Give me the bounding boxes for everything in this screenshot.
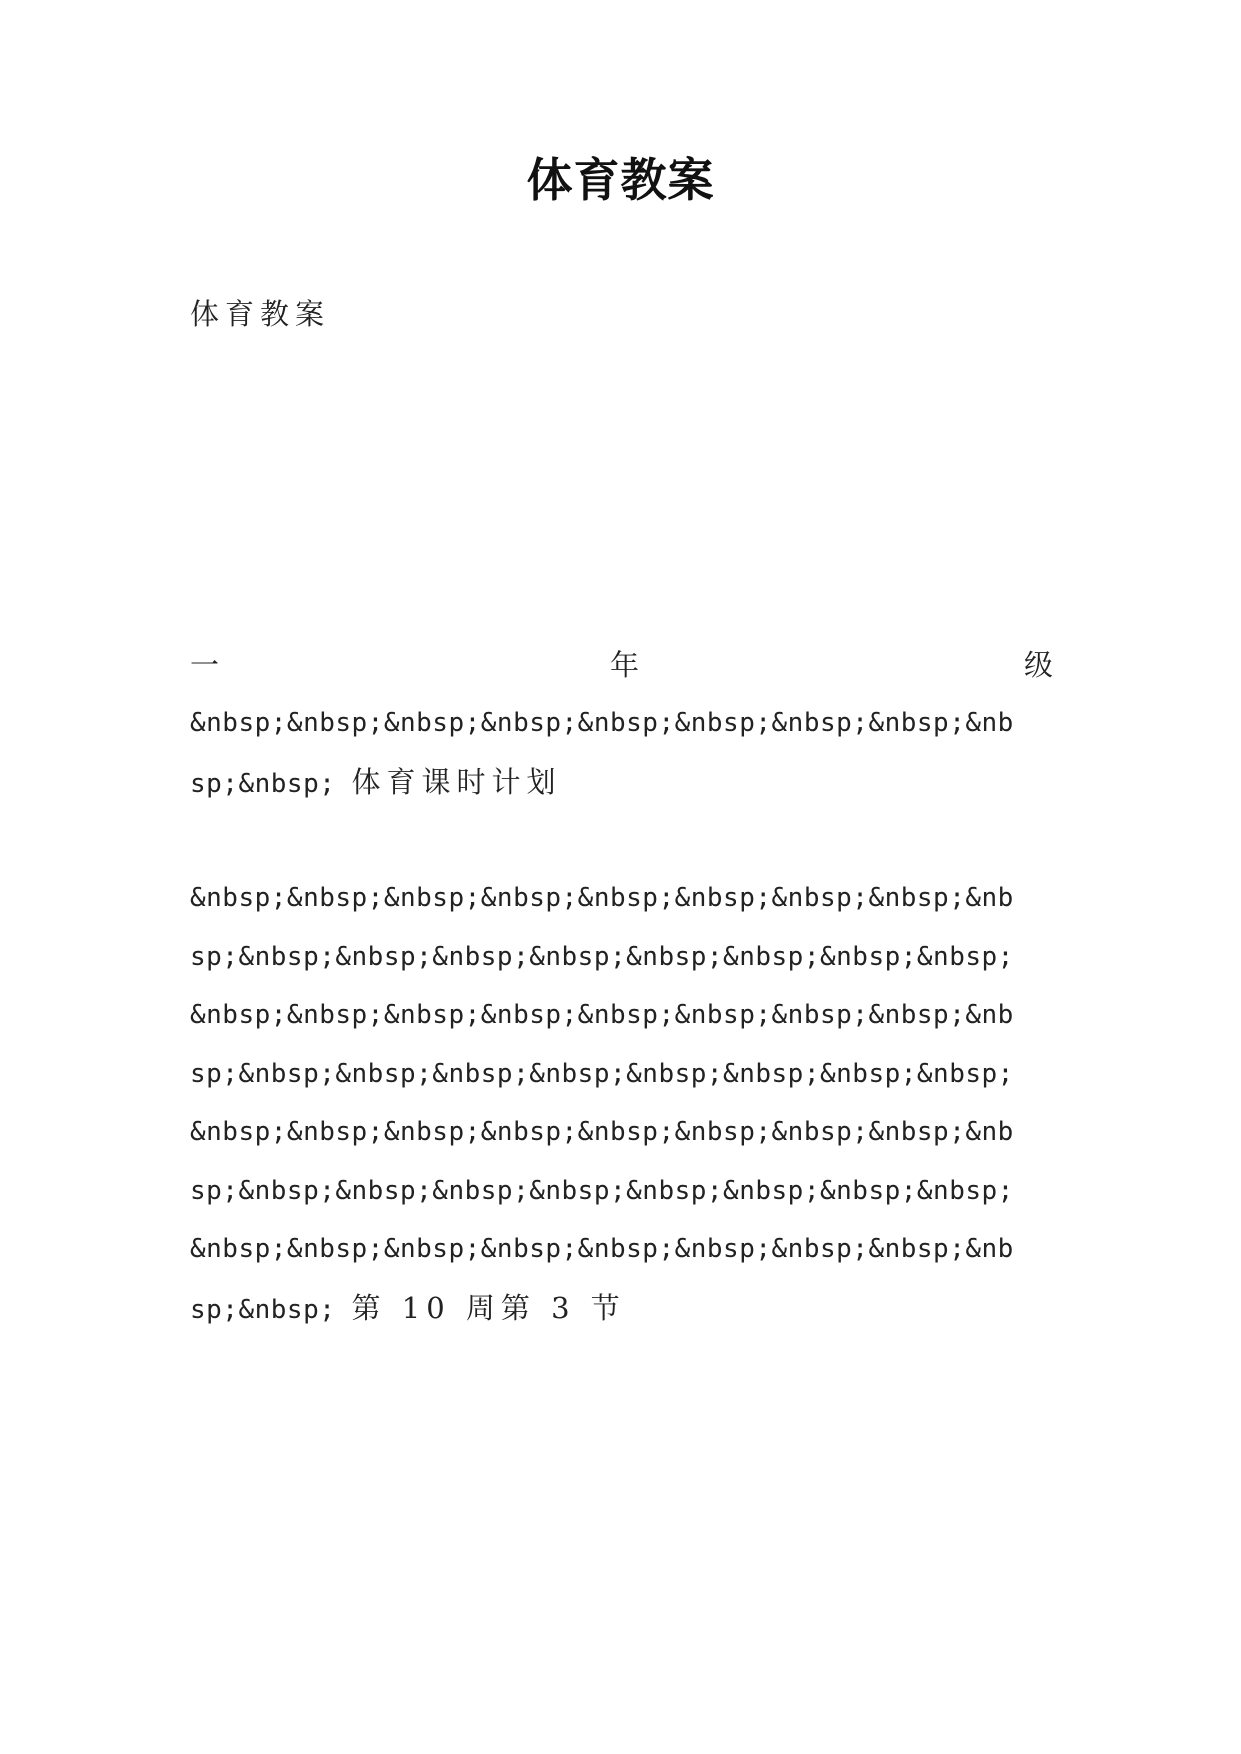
escaped-space-line: &nbsp;&nbsp;&nbsp;&nbsp;&nbsp;&nbsp;&nbsp;&nbsp;&nb <box>190 1117 1014 1147</box>
grade-part-2: 年 <box>610 648 640 682</box>
escaped-space-line: sp;&nbsp;&nbsp;&nbsp;&nbsp;&nbsp;&nbsp;&nbsp;&nbsp; <box>190 941 1014 972</box>
document-subtitle: 体育教案 <box>190 297 331 331</box>
grade-part-3: 级 <box>1023 648 1053 682</box>
grade-line <box>190 645 1053 685</box>
escaped-space-line: sp;&nbsp;&nbsp;&nbsp;&nbsp;&nbsp;&nbsp;&nbsp;&nbsp; <box>190 1058 1014 1089</box>
escaped-space-line: &nbsp;&nbsp;&nbsp;&nbsp;&nbsp;&nbsp;&nbsp;&nbsp;&nb <box>190 708 1014 738</box>
lesson-plan-heading: 体育课时计划 <box>351 764 562 799</box>
lesson-plan-heading-block <box>190 694 1070 813</box>
escaped-space-line: &nbsp;&nbsp;&nbsp;&nbsp;&nbsp;&nbsp;&nbsp;&nbsp;&nb <box>190 883 1014 913</box>
week-section-label: 第 10 周第 3 节 <box>351 1290 626 1325</box>
escaped-space-line: sp;&nbsp; <box>190 1294 352 1325</box>
escaped-space-line: &nbsp;&nbsp;&nbsp;&nbsp;&nbsp;&nbsp;&nbsp;&nbsp;&nb <box>190 1234 1014 1264</box>
document-title: 体育教案 <box>526 153 715 207</box>
grade-part-1: 一 <box>190 648 220 682</box>
week-section-block <box>190 869 1070 1339</box>
escaped-space-line: sp;&nbsp;&nbsp;&nbsp;&nbsp;&nbsp;&nbsp;&nbsp;&nbsp; <box>190 1175 1014 1206</box>
escaped-space-line: sp;&nbsp; <box>190 768 352 799</box>
escaped-space-line: &nbsp;&nbsp;&nbsp;&nbsp;&nbsp;&nbsp;&nbsp;&nbsp;&nb <box>190 1000 1014 1030</box>
